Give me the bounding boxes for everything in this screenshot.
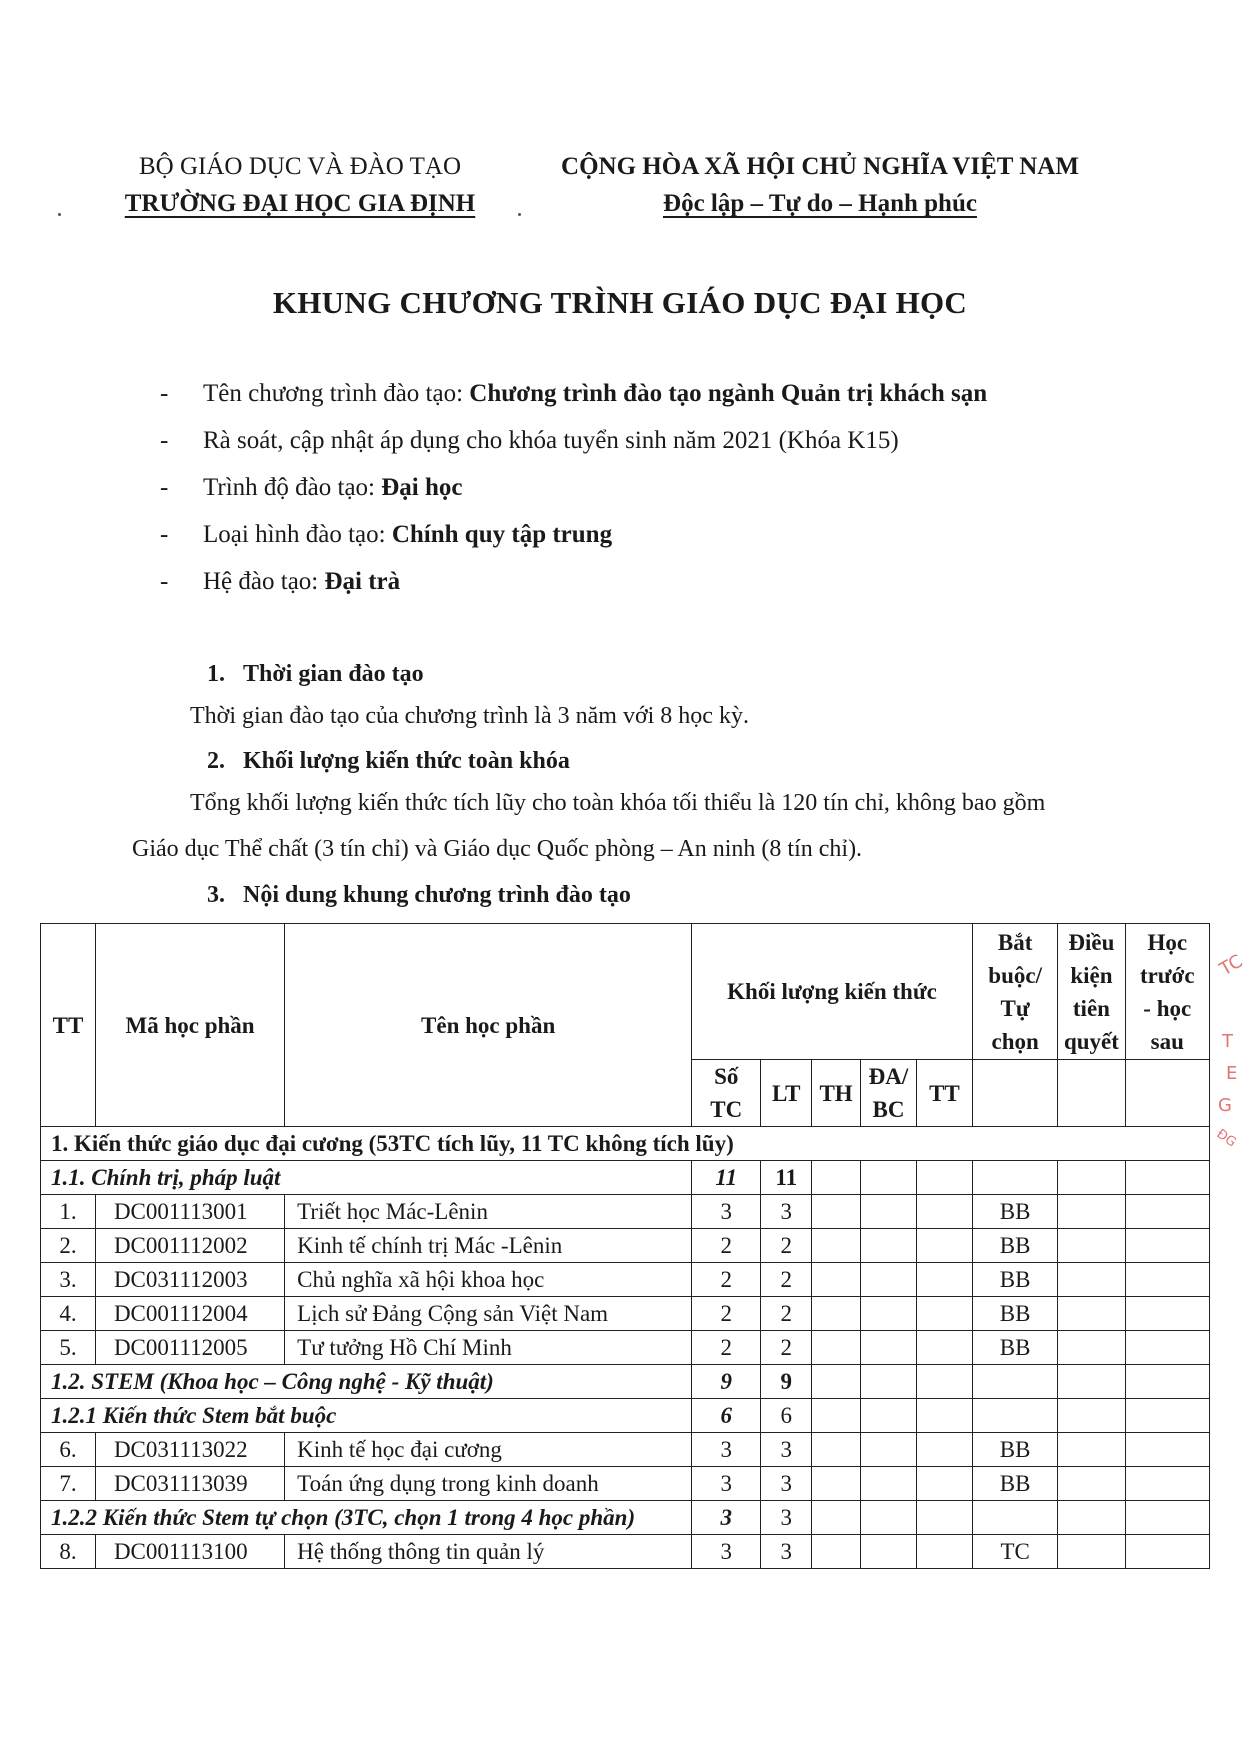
table-row: 1. DC001113001 Triết học Mác-Lênin 3 3 BB	[41, 1195, 1210, 1229]
section-heading: 3. Nội dung khung chương trình đào tạo	[207, 882, 631, 908]
subgroup-lt: 3	[761, 1501, 812, 1535]
section-heading: 1. Thời gian đào tạo	[207, 661, 424, 687]
university-name: TRƯỜNG ĐẠI HỌC GIA ĐỊNH	[124, 190, 476, 217]
subgroup-label: 1.2.1 Kiến thức Stem bắt buộc	[41, 1399, 692, 1433]
subgroup-credits: 3	[692, 1501, 761, 1535]
course-code: DC031113039	[95, 1467, 284, 1501]
course-name: Kinh tế chính trị Mác -Lênin	[285, 1229, 692, 1263]
subgroup-row	[41, 1501, 1210, 1535]
table-header-row	[41, 924, 1210, 1060]
section-text: Thời gian đào tạo của chương trình là 3 năm với 8 học kỳ.	[190, 703, 749, 729]
table-row: 5. DC001112005 Tư tưởng Hồ Chí Minh 2 2 BB	[41, 1331, 1210, 1365]
subgroup-row	[41, 1365, 1210, 1399]
course-name: Kinh tế học đại cương	[285, 1433, 692, 1467]
table-row: 3. DC031112003 Chủ nghĩa xã hội khoa học 2 2 BB	[41, 1263, 1210, 1297]
national-motto: Độc lập – Tự do – Hạnh phúc	[663, 190, 977, 217]
col-header-lt: LT	[761, 1060, 812, 1127]
subgroup-credits: 11	[692, 1161, 761, 1195]
ministry-header	[80, 148, 520, 222]
section-heading: 2. Khối lượng kiến thức toàn khóa	[207, 748, 570, 774]
course-name: Tư tưởng Hồ Chí Minh	[285, 1331, 692, 1365]
course-code: DC001113100	[95, 1535, 284, 1569]
course-required: BB	[972, 1263, 1057, 1297]
course-code: DC001112002	[95, 1229, 284, 1263]
table-row: 7. DC031113039 Toán ứng dụng trong kinh doanh 3 3 BB	[41, 1467, 1210, 1501]
table-row: 8. DC001113100 Hệ thống thông tin quản lý 3 3 TC	[41, 1535, 1210, 1569]
course-name: Toán ứng dụng trong kinh doanh	[285, 1467, 692, 1501]
national-title: CỘNG HÒA XÃ HỘI CHỦ NGHĨA VIỆT NAM	[561, 153, 1079, 180]
section-text: Tổng khối lượng kiến thức tích lũy cho toàn khóa tối thiểu là 120 tín chỉ, không bao gồm	[190, 790, 1046, 816]
subgroup-label: 1.2.2 Kiến thức Stem tự chọn (3TC, chọn 1 trong 4 học phần)	[41, 1501, 692, 1535]
course-name: Triết học Mác-Lênin	[285, 1195, 692, 1229]
scan-speck	[58, 213, 61, 216]
table-row: 2. DC001112002 Kinh tế chính trị Mác -Lênin 2 2 BB	[41, 1229, 1210, 1263]
course-required: BB	[972, 1433, 1057, 1467]
subgroup-label: 1.1. Chính trị, pháp luật	[41, 1161, 692, 1195]
col-header-required: Bắt buộc/ Tự chọn	[972, 924, 1057, 1060]
col-header-prerequisite: Điều kiện tiên quyết	[1058, 924, 1125, 1060]
col-header-credits: Số TC	[692, 1060, 761, 1127]
course-code: DC001112005	[95, 1331, 284, 1365]
course-name: Hệ thống thông tin quản lý	[285, 1535, 692, 1569]
document-title: KHUNG CHƯƠNG TRÌNH GIÁO DỤC ĐẠI HỌC	[272, 285, 968, 320]
col-header-volume: Khối lượng kiến thức	[692, 924, 973, 1060]
course-code: DC001112004	[95, 1297, 284, 1331]
ministry-name: BỘ GIÁO DỤC VÀ ĐÀO TẠO	[139, 153, 461, 180]
course-required: BB	[972, 1297, 1057, 1331]
course-required: BB	[972, 1195, 1057, 1229]
col-header-order: Học trước - học sau	[1125, 924, 1210, 1060]
section-text: Giáo dục Thể chất (3 tín chỉ) và Giáo dục Quốc phòng – An ninh (8 tín chỉ).	[132, 836, 863, 862]
course-name: Lịch sử Đảng Cộng sản Việt Nam	[285, 1297, 692, 1331]
subgroup-row	[41, 1399, 1210, 1433]
course-required: BB	[972, 1467, 1057, 1501]
subgroup-credits: 6	[692, 1399, 761, 1433]
subgroup-label: 1.2. STEM (Khoa học – Công nghệ - Kỹ thuật)	[41, 1365, 692, 1399]
subgroup-credits: 9	[692, 1365, 761, 1399]
group-row	[41, 1127, 1210, 1161]
col-header-th: TH	[812, 1060, 861, 1127]
col-header-da: ĐA/ BC	[860, 1060, 916, 1127]
table-row: 4. DC001112004 Lịch sử Đảng Cộng sản Việt Nam 2 2 BB	[41, 1297, 1210, 1331]
subgroup-lt: 11	[761, 1161, 812, 1195]
col-header-tt: TT	[41, 924, 96, 1127]
table-row: 6. DC031113022 Kinh tế học đại cương 3 3 BB	[41, 1433, 1210, 1467]
subgroup-lt: 6	[761, 1399, 812, 1433]
course-code: DC001113001	[95, 1195, 284, 1229]
course-required: BB	[972, 1229, 1057, 1263]
curriculum-table	[40, 923, 1210, 1569]
subgroup-lt: 9	[761, 1365, 812, 1399]
course-required: TC	[972, 1535, 1057, 1569]
subgroup-row	[41, 1161, 1210, 1195]
col-header-tt2: TT	[916, 1060, 972, 1127]
stamp-fragment: TC T E G ĐG	[1213, 950, 1247, 1151]
course-code: DC031112003	[95, 1263, 284, 1297]
course-required: BB	[972, 1331, 1057, 1365]
scan-speck	[518, 213, 521, 216]
course-name: Chủ nghĩa xã hội khoa học	[285, 1263, 692, 1297]
group-label: 1. Kiến thức giáo dục đại cương (53TC tích lũy, 11 TC không tích lũy)	[41, 1127, 1210, 1161]
national-header	[530, 148, 1110, 222]
col-header-code: Mã học phần	[95, 924, 284, 1127]
col-header-name: Tên học phần	[285, 924, 692, 1127]
course-code: DC031113022	[95, 1433, 284, 1467]
